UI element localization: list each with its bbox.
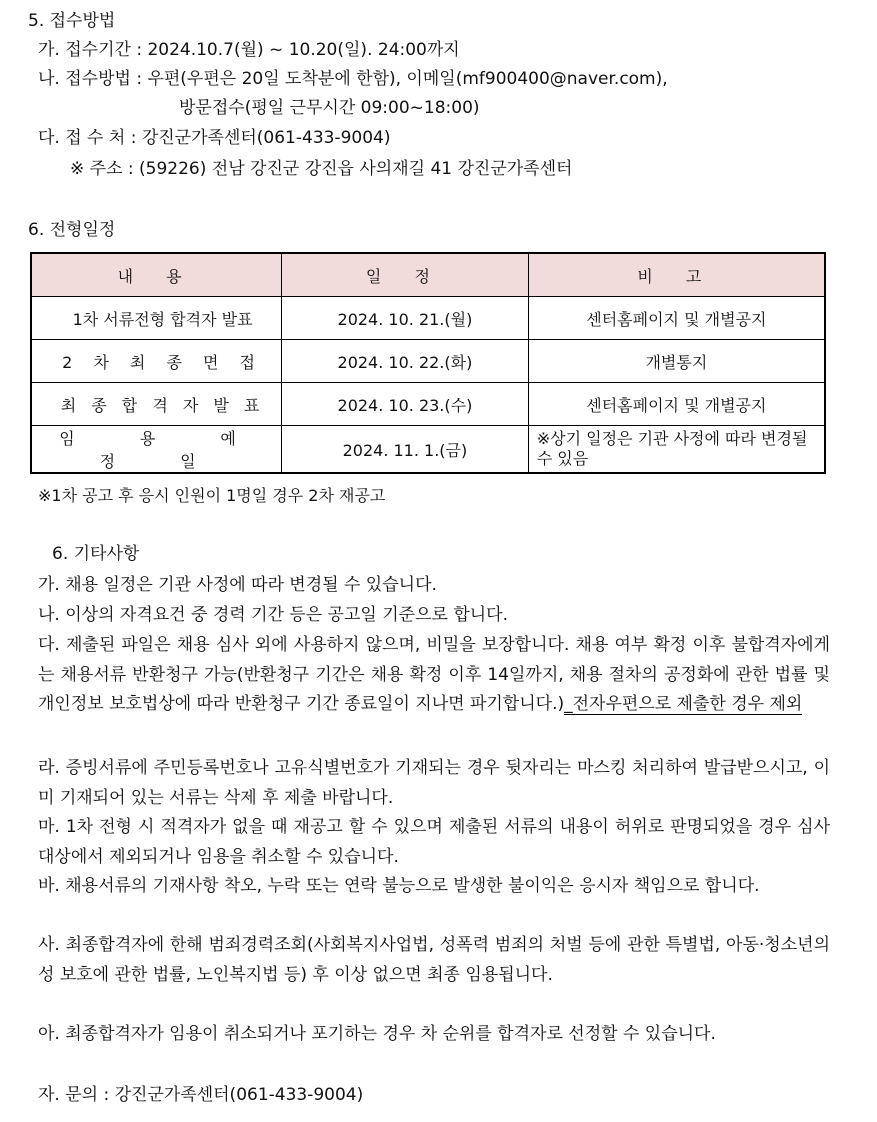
row-date: 2024. 10. 23.(수) — [282, 383, 529, 426]
table-row — [31, 340, 825, 383]
reception-place: 다. 접 수 처 : 강진군가족센터(061-433-9004) — [38, 128, 391, 148]
row-note: ※상기 일정은 기관 사정에 따라 변경될 수 있음 — [528, 426, 825, 474]
reception-address: ※ 주소 : (59226) 전남 강진군 강진읍 사의재길 41 강진군가족센터 — [70, 159, 573, 179]
etc-item-sa: 사. 최종합격자에 한해 범죄경력조회(사회복지사업법, 성폭력 범죄의 처벌 등에 관한 특별법, 아동·청소년의 성 보호에 관한 법률, 노인복지법 등) 후 이상 없으면 최종 임용됩니다. — [38, 935, 830, 985]
section7-title: 6. 기타사항 — [52, 544, 140, 564]
row-note: 개별통지 — [528, 340, 825, 383]
schedule-header-row — [31, 253, 825, 297]
row-date: 2024. 10. 22.(화) — [282, 340, 529, 383]
etc-item-da-tail: _전자우편으로 제출한 경우 제외 — [564, 694, 803, 714]
etc-item-ga: 가. 채용 일정은 기관 사정에 따라 변경될 수 있습니다. — [38, 575, 437, 595]
row-content: 2 차 최 종 면 접 — [31, 340, 282, 383]
row-note: 센터홈페이지 및 개별공지 — [528, 297, 825, 340]
table-row — [31, 297, 825, 340]
reception-method-line1: 나. 접수방법 : 우편(우편은 20일 도착분에 한함), 이메일(mf900400@naver.com), — [38, 69, 668, 89]
etc-item-ja: 자. 문의 : 강진군가족센터(061-433-9004) — [38, 1085, 364, 1105]
header-content: 내 용 — [31, 253, 282, 297]
section5-title: 5. 접수방법 — [28, 11, 116, 31]
schedule-table — [30, 252, 826, 474]
section6-title: 6. 전형일정 — [28, 220, 116, 240]
schedule-remark: ※1차 공고 후 응시 인원이 1명일 경우 2차 재공고 — [38, 486, 386, 505]
etc-item-da — [38, 631, 830, 720]
header-date: 일 정 — [282, 253, 529, 297]
etc-item-na: 나. 이상의 자격요건 중 경력 기간 등은 공고일 기준으로 합니다. — [38, 605, 508, 625]
etc-item-a: 아. 최종합격자가 임용이 취소되거나 포기하는 경우 차 순위를 합격자로 선정할 수 있습니다. — [38, 1024, 716, 1044]
reception-period: 가. 접수기간 : 2024.10.7(월) ~ 10.20(일). 24:00까지 — [38, 40, 460, 60]
row-content: 임 용 예 정 일 — [31, 426, 282, 474]
reception-method-line2: 방문접수(평일 근무시간 09:00~18:00) — [179, 98, 480, 118]
row-content: 1차 서류전형 합격자 발표 — [31, 297, 282, 340]
table-row — [31, 383, 825, 426]
etc-item-ba: 바. 채용서류의 기재사항 착오, 누락 또는 연락 불능으로 발생한 불이익은 응시자 책임으로 합니다. — [38, 876, 760, 896]
row-date: 2024. 10. 21.(월) — [282, 297, 529, 340]
row-note: 센터홈페이지 및 개별공지 — [528, 383, 825, 426]
etc-item-ma: 마. 1차 전형 시 적격자가 없을 때 재공고 할 수 있으며 제출된 서류의 내용이 허위로 판명되었을 경우 심사 대상에서 제외되거나 임용을 취소할 수 있습니다. — [38, 817, 830, 867]
header-note: 비 고 — [528, 253, 825, 297]
row-date: 2024. 11. 1.(금) — [282, 426, 529, 474]
etc-item-ra: 라. 증빙서류에 주민등록번호나 고유식별번호가 기재되는 경우 뒷자리는 마스킹 처리하여 발급받으시고, 이미 기재되어 있는 서류는 삭제 후 제출 바랍니다. — [38, 758, 830, 808]
etc-item-da-main: 다. 제출된 파일은 채용 심사 외에 사용하지 않으며, 비밀을 보장합니다. 채용 여부 확정 이후 불합격자에게는 채용서류 반환청구 가능(반환청구 기간은 채용 확정 이후 14일까지, 채용 절차의 공정화에 관한 법률 및 개인정보 보호법상에 따라 반환청구 기간 종료일이 지나면 파기합니다.) — [38, 635, 830, 714]
table-row — [31, 426, 825, 474]
row-content: 최 종 합 격 자 발 표 — [31, 383, 282, 426]
